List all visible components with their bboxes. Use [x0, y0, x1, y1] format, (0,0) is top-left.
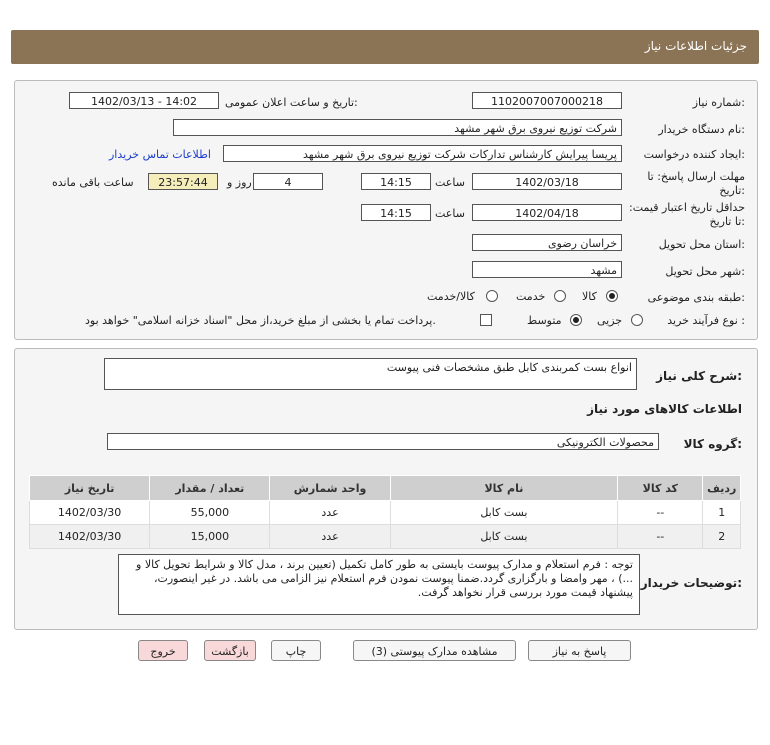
table-header-row — [30, 476, 741, 501]
cell-qty: 15,000 — [150, 525, 270, 549]
buyer-org-label: نام دستگاه خریدار: — [658, 123, 745, 136]
reply-time-label: ساعت — [435, 176, 465, 189]
process-minor-label: جزیی — [597, 314, 623, 327]
buyer-org-field: شرکت توزیع نیروی برق شهر مشهد — [173, 119, 622, 136]
process-label: نوع فرآیند خرید : — [667, 314, 745, 327]
col-row: ردیف — [703, 476, 741, 501]
province-field: خراسان رضوی — [472, 234, 622, 251]
process-medium-radio[interactable] — [570, 314, 582, 326]
category-service-label: خدمت — [516, 290, 546, 303]
category-goods-radio[interactable] — [606, 290, 618, 302]
category-service-radio[interactable] — [554, 290, 566, 302]
need-number-label: شماره نیاز: — [692, 96, 745, 109]
cell-name: بست کابل — [390, 525, 618, 549]
cell-row: 1 — [703, 501, 741, 525]
description-label: شرح کلی نیاز: — [656, 369, 742, 383]
reply-time-field: 14:15 — [361, 173, 431, 190]
print-button[interactable]: چاپ — [271, 640, 321, 661]
reply-button[interactable]: پاسخ به نیاز — [528, 640, 631, 661]
buyer-notes-field: توجه : فرم استعلام و مدارک پیوست بایستی به طور کامل تکمیل (تعیین برند ، مدل کالا و شرایط تحویل کالا و ...) ، مهر وامضا و بارگزاری گردد.ضمنا پیوست نمودن فرم استعلام نیز الزامی می باشد. در غیر اینصورت، پیشنهاد قیمت مورد بررسی قرار نخواهد گرفت. — [118, 554, 640, 615]
goods-group-label: گروه کالا: — [683, 437, 742, 451]
col-qty: تعداد / مقدار — [150, 476, 270, 501]
category-goods-service-radio[interactable] — [486, 290, 498, 302]
col-code: کد کالا — [618, 476, 703, 501]
province-label: استان محل تحویل: — [658, 238, 745, 251]
days-label: روز و — [227, 176, 252, 189]
days-field: 4 — [253, 173, 323, 190]
reply-date-field: 1402/03/18 — [472, 173, 622, 190]
page-title: جزئیات اطلاعات نیاز — [644, 39, 747, 53]
back-button[interactable]: بازگشت — [204, 640, 256, 661]
remaining-label: ساعت باقی مانده — [52, 176, 134, 189]
reply-deadline-label: مهلت ارسال پاسخ: تا تاریخ: — [647, 170, 745, 197]
table-row — [30, 501, 741, 525]
cell-date: 1402/03/30 — [30, 501, 150, 525]
process-medium-label: متوسط — [527, 314, 562, 327]
category-goods-label: کالا — [582, 290, 597, 303]
need-number-field: 1102007007000218 — [472, 92, 622, 109]
cell-code: -- — [618, 501, 703, 525]
cell-name: بست کابل — [390, 501, 618, 525]
buyer-notes-label: توضیحات خریدار: — [640, 576, 742, 590]
city-label: شهر محل تحویل: — [665, 265, 745, 278]
validity-date-field: 1402/04/18 — [472, 204, 622, 221]
validity-time-field: 14:15 — [361, 204, 431, 221]
requester-label: ایجاد کننده درخواست: — [643, 148, 745, 161]
goods-group-field: محصولات الکترونیکی — [107, 433, 659, 450]
cell-unit: عدد — [270, 501, 390, 525]
requester-field: پریسا پیرایش کارشناس تدارکات شرکت توزیع نیروی برق شهر مشهد — [223, 145, 622, 162]
cell-row: 2 — [703, 525, 741, 549]
cell-date: 1402/03/30 — [30, 525, 150, 549]
treasury-payment-note: پرداخت تمام یا بخشی از مبلغ خرید،از محل "اسناد خزانه اسلامی" خواهد بود. — [85, 314, 436, 327]
col-date: تاریخ نیاز — [30, 476, 150, 501]
announce-label: تاریخ و ساعت اعلان عمومی: — [225, 96, 358, 109]
page-header — [11, 30, 759, 64]
contact-buyer-link[interactable]: اطلاعات تماس خریدار — [109, 148, 211, 161]
col-unit: واحد شمارش — [270, 476, 390, 501]
process-minor-radio[interactable] — [631, 314, 643, 326]
price-validity-label: حداقل تاریخ اعتبار قیمت: تا تاریخ: — [629, 201, 745, 228]
cell-code: -- — [618, 525, 703, 549]
cell-unit: عدد — [270, 525, 390, 549]
cell-qty: 55,000 — [150, 501, 270, 525]
items-section-title: اطلاعات کالاهای مورد نیاز — [587, 402, 742, 416]
view-attachments-button[interactable]: مشاهده مدارک پیوستی (3) — [353, 640, 516, 661]
city-field: مشهد — [472, 261, 622, 278]
remaining-time-field: 23:57:44 — [148, 173, 218, 190]
exit-button[interactable]: خروج — [138, 640, 188, 661]
announce-field: 1402/03/13 - 14:02 — [69, 92, 219, 109]
items-table — [29, 475, 741, 549]
validity-time-label: ساعت — [435, 207, 465, 220]
treasury-payment-checkbox[interactable] — [480, 314, 492, 326]
category-label: طبقه بندی موضوعی: — [647, 291, 745, 304]
category-goods-service-label: کالا/خدمت — [427, 290, 475, 303]
description-field: انواع بست کمربندی کابل طبق مشخصات فنی پیوست — [104, 358, 637, 390]
table-row — [30, 525, 741, 549]
col-name: نام کالا — [390, 476, 618, 501]
